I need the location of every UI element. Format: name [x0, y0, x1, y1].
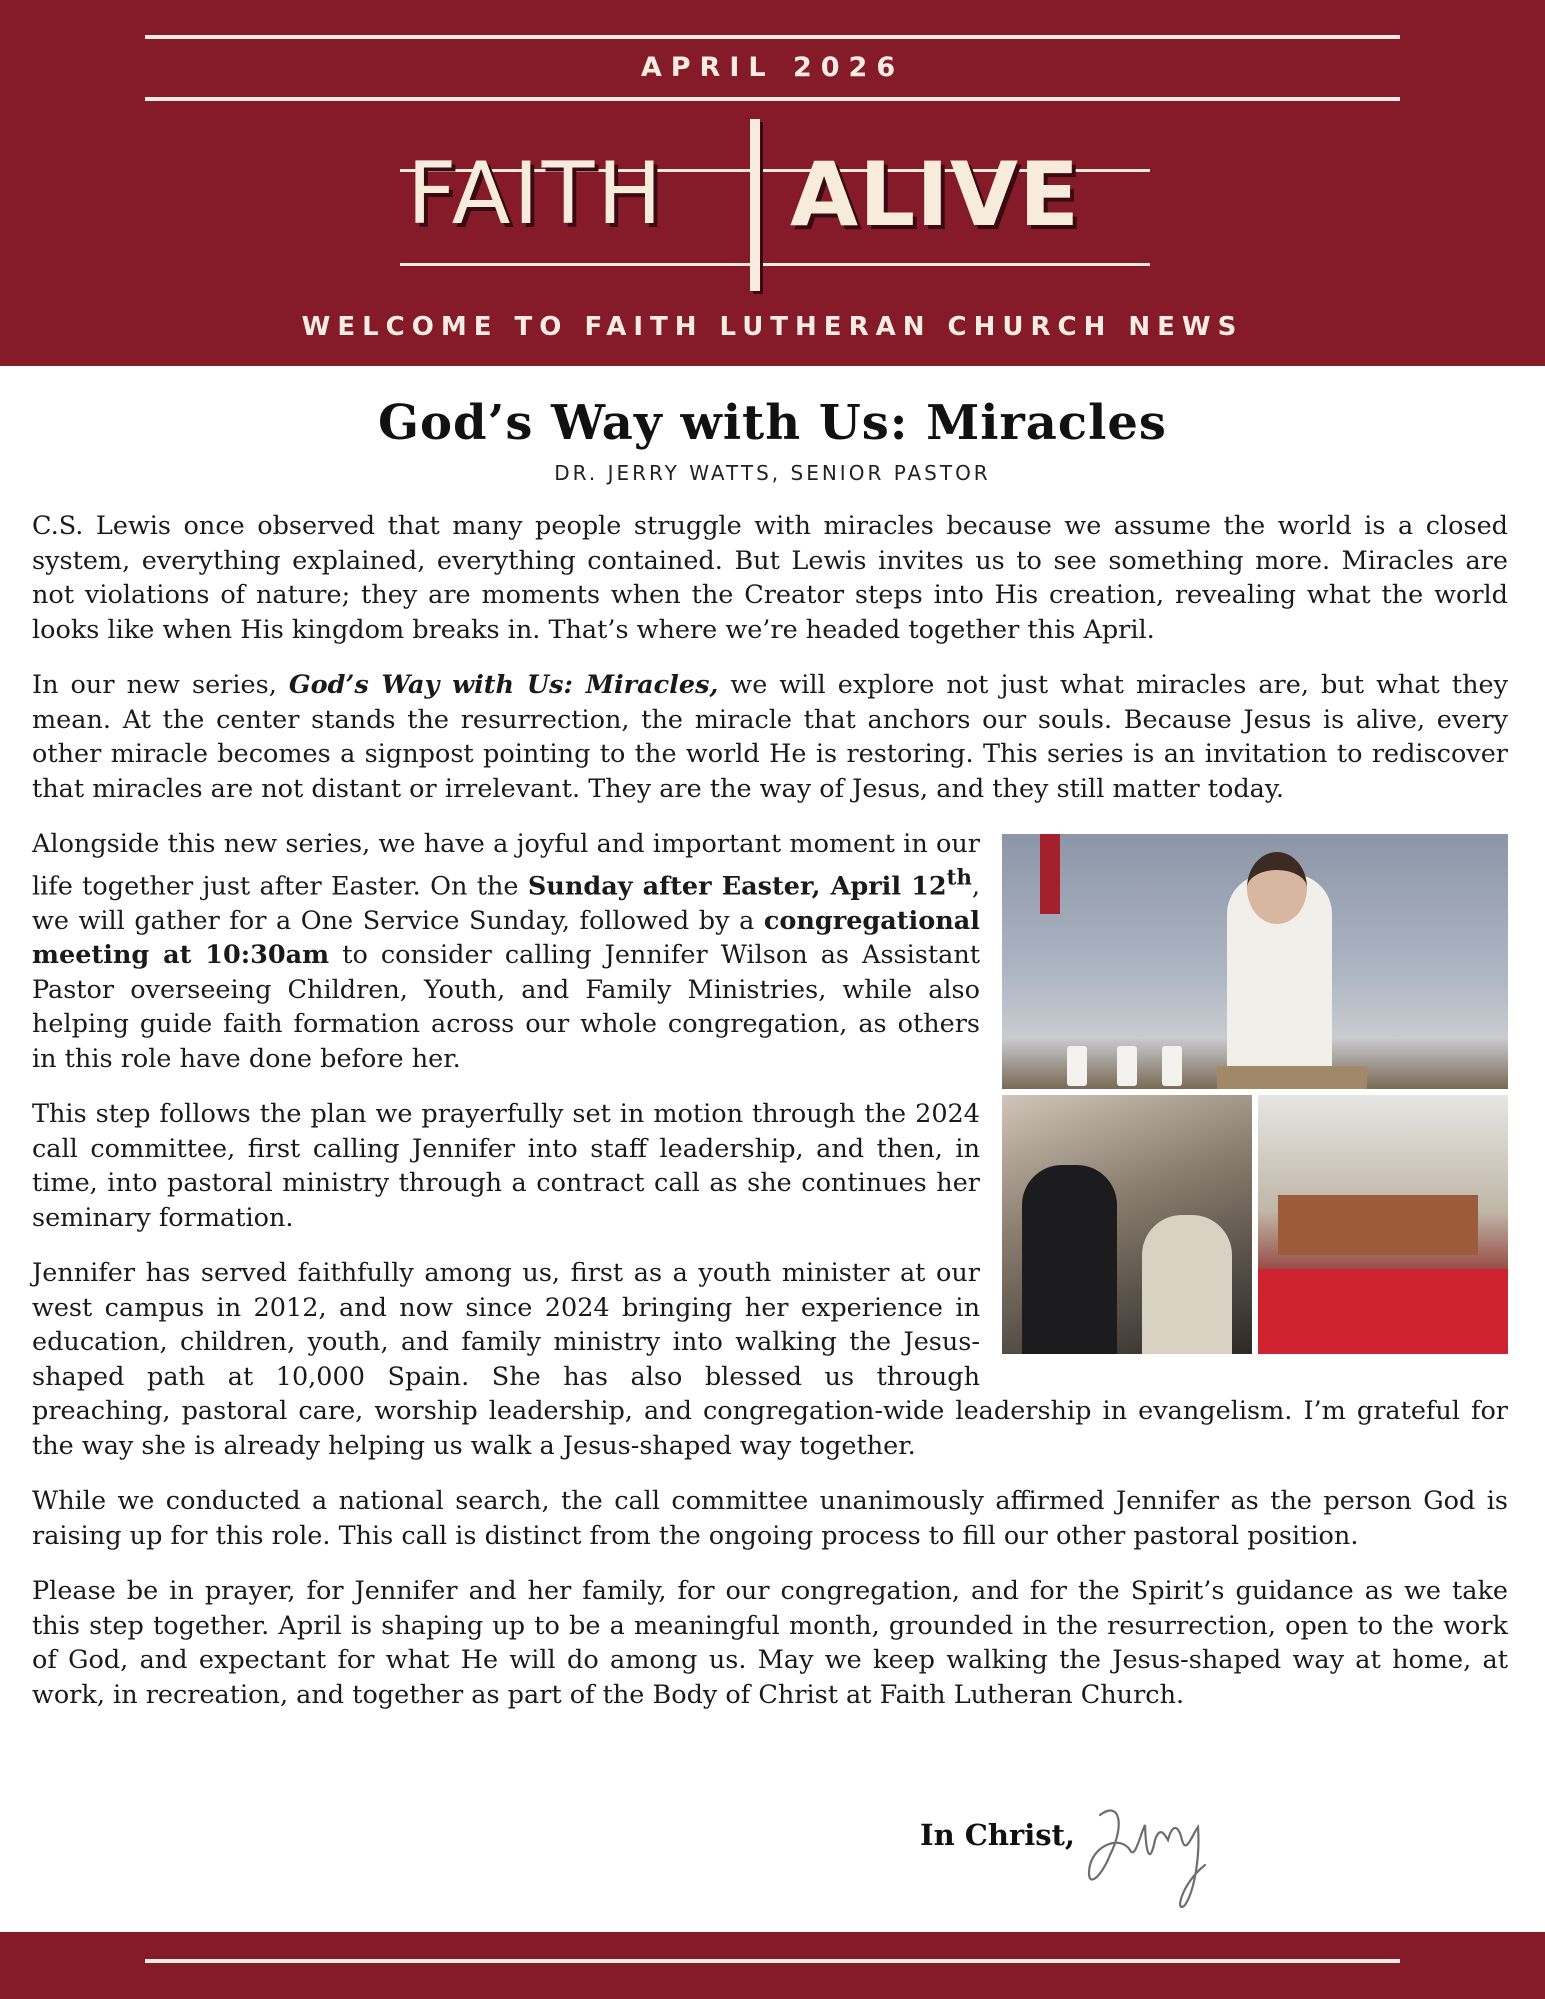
article-title: God’s Way with Us: Miracles	[378, 395, 1167, 451]
meeting-time: congregational meeting at 10:30am	[32, 905, 980, 970]
paragraph: While we conducted a national search, the call committee unanimously affirmed Jennifer as the person God is raising up for this role. This call is distinct from the ongoing process to fill our other pastoral position.	[32, 1486, 1508, 1551]
paragraph: Jennifer has served faithfully among us, first as a youth minister at our west campus in 2012, and now since 2024 bringing her experience in education, children, youth, and family ministry into walking the Jesus-shaped path at 10,000 Spain. She has also blessed us through preaching, pastoral care, worship leadership, and congregation-wide leadership in evangelism. I’m grateful for the way she is already helping us walk a Jesus-shaped way together.	[32, 1258, 1508, 1461]
signoff: In Christ,	[920, 1818, 1076, 1852]
paragraph: Please be in prayer, for Jennifer and her family, for our congregation, and for the Spirit’s guidance as we take this step together. April is shaping up to be a meaningful month, grounded in the resurrection, open to the work of God, and expectant for what He will do among us. May we keep walking the Jesus-shaped way at home, at work, in recreation, and together as part of the Body of Christ at Faith Lutheran Church.	[32, 1576, 1508, 1710]
header-banner	[0, 0, 1545, 366]
logo-line	[400, 263, 1150, 266]
paragraph: In our new series, God’s Way with Us: Miracles, we will explore not just what miracles are, but what they mean. At the center stands the resurrection, the miracle that anchors our souls. Because Jesus is alive, every other miracle becomes a signpost pointing to the world He is restoring. This series is an invitation to rediscover that miracles are not distant or irrelevant. They are the way of Jesus, and they still matter today.	[32, 670, 1508, 804]
header-rule-bottom	[145, 97, 1400, 101]
footer-rule	[145, 1959, 1400, 1963]
cross-icon	[750, 119, 760, 291]
footer-banner	[0, 1932, 1545, 1999]
paragraph: This step follows the plan we prayerfully set in motion through the 2024 call committee, first calling Jennifer into staff leadership, and then, in time, into pastoral ministry through a contract call as she continues her seminary formation.	[32, 1099, 980, 1233]
paragraph: Alongside this new series, we have a joyful and important moment in our life together just after Easter. On the Sunday after Easter, April 12th, we will gather for a One Service Sunday, followed by a congregational meeting at 10:30am to consider calling Jennifer Wilson as Assistant Pastor overseeing Children, Youth, and Family Ministries, while also helping guide faith formation across our whole congregation, as others in this role have done before her.	[32, 829, 980, 1074]
photo-fellowship	[1002, 1095, 1252, 1354]
tagline: WELCOME TO FAITH LUTHERAN CHURCH NEWS	[301, 312, 1244, 342]
issue-date: APRIL 2026	[640, 52, 905, 83]
signature	[1080, 1795, 1240, 1915]
article-body	[32, 509, 1508, 1733]
paragraph: C.S. Lewis once observed that many people struggle with miracles because we assume the world is a closed system, everything explained, everything contained. But Lewis invites us to see something more. Miracles are not violations of nature; they are moments when the Creator steps into His creation, revealing what the world looks like when His kingdom breaks in. That’s where we’re headed together this April.	[32, 511, 1508, 645]
photo-collage	[1002, 834, 1508, 1354]
event-date: Sunday after Easter, April 12	[527, 871, 947, 901]
photo-speaker	[1002, 834, 1508, 1089]
article-byline: DR. JERRY WATTS, SENIOR PASTOR	[554, 461, 991, 485]
logo-word-alive: ALIVE	[790, 143, 1081, 246]
logo-word-faith: FAITH	[407, 144, 665, 244]
photo-children-worship	[1258, 1095, 1508, 1354]
series-title: God’s Way with Us: Miracles,	[288, 670, 719, 700]
header-rule-top	[145, 35, 1400, 39]
faith-alive-logo	[395, 115, 1155, 295]
